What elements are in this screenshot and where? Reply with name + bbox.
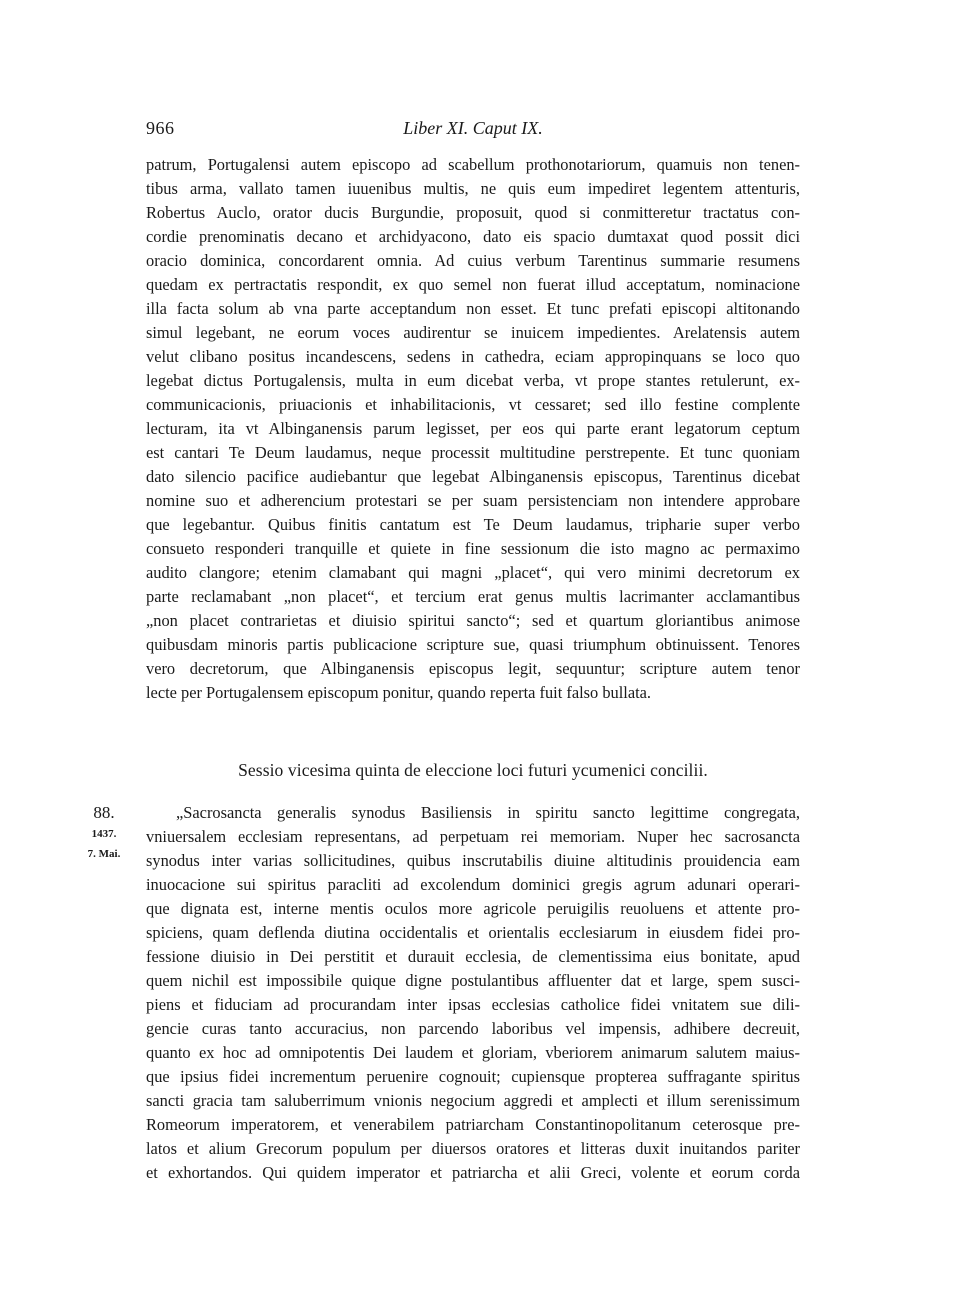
text-line: quem nichil est impossibile quique digne postulantibus affluenter dat et large, spem susci-	[146, 971, 800, 990]
text-line: quedam ex pertractatis respondit, ex quo semel non fuerat illud acceptatum, nominacione	[146, 275, 800, 294]
text-line: gencie curas tanto accuracius, non parcendo laboribus vel impensis, adhibere decreuit,	[146, 1019, 800, 1038]
text-line: oracio dominica, concordarent omnia. Ad cuius verbum Tarentinus summarie resumens	[146, 251, 800, 270]
text-line: quanto ex hoc ad omnipotentis Dei laudem et gloriam, vberiorem animarum salutem maius-	[146, 1043, 800, 1062]
text-line: Romeorum imperatorem, et venerabilem patriarcham Constantinopolitanum ceterosque pre-	[146, 1115, 800, 1134]
text-line: sancti gracia tam saluberrimum vnionis negocium aggredi et amplecti et illum serenissimum	[146, 1091, 800, 1110]
text-line: legebat dictus Portugalensis, multa in eum dicebat verba, vt prope stantes retulerunt, ex-	[146, 371, 800, 390]
text-line: communicacionis, priuacionis et inhabilitacionis, vt cessaret; sed illo festine complente	[146, 395, 800, 414]
text-line: vero decretorum, que Albinganensis episcopus legit, sequuntur; scripture autem tenor	[146, 659, 800, 678]
paragraph-continued	[146, 153, 800, 705]
text-line: cordie prenominatis decano et archidyacono, dato eis spacio dumtaxat quod possit dici	[146, 227, 800, 246]
text-line: piens et fiduciam ad procurandam inter ipsas ecclesias catholice fidei vnitatem sue dili-	[146, 995, 800, 1014]
text-line: Robertus Auclo, orator ducis Burgundie, proposuit, quod si conmitteretur tractatus con-	[146, 203, 800, 222]
text-line: nomine suo et adherencium protestari se per suam persistenciam non intendere approbare	[146, 491, 800, 510]
page-number: 966	[146, 118, 175, 138]
text-line: illa facta solum ab vna parte acceptandum non esset. Et tunc prefati episcopi altitonando	[146, 299, 800, 318]
text-line: que legebantur. Quibus finitis cantatum est Te Deum laudamus, tripharie super verbo	[146, 515, 800, 534]
text-line: patrum, Portugalensi autem episcopo ad scabellum prothonotariorum, quamuis non tenen-	[146, 155, 800, 174]
text-line: lecte per Portugalensem episcopum ponitur, quando reperta fuit falso bullata.	[146, 683, 652, 702]
text-line: „Sacrosancta generalis synodus Basiliensis in spiritu sancto legittime congregata,	[176, 803, 800, 822]
text-line: simul legebant, ne eorum voces audirentur se inuicem impedientes. Arelatensis autem	[146, 323, 800, 342]
text-line: que dignata est, interne mentis oculos more agricole peruigilis reuoluens et attente pro-	[146, 899, 800, 918]
text-line: que ipsius fidei incrementum peruenire cognouit; cupiensque propterea suffragante spiritus	[146, 1067, 800, 1086]
margin-section-number: 88.	[93, 803, 115, 822]
text-line: velut clibano positus incandescens, sedens in cathedra, eciam appropinquans se loco quo	[146, 347, 800, 366]
running-title: Liber XI. Caput IX.	[403, 118, 543, 138]
running-head	[146, 118, 800, 142]
text-line: „non placet contrarietas et diuisio spiritui sancto“; sed et quartum gloriantibus animose	[146, 611, 800, 630]
text-line: fessione diuisio in Dei perstitit et durauit ecclesia, de clementissima eius bonitate, apud	[146, 947, 800, 966]
text-line: tibus arma, vallato tamen iuuenibus multis, ne quis eum impediret legentem attenturis,	[146, 179, 800, 198]
text-line: consueto responderi tranquille et quiete in fine sessionum die isto magno ac permaximo	[146, 539, 800, 558]
text-line: lecturam, ita vt Albinganensis parum legisset, per eos qui parte erant legatorum ceptum	[146, 419, 800, 438]
text-line: latos et alium Grecorum populum per diuersos oratores et litteras duxit inuitandos pariter	[146, 1139, 800, 1158]
margin-date: 7. Mai.	[87, 848, 121, 860]
text-line: inuocacione sui spiritus paracliti ad excolendum dominici gregis agrum adunari operari-	[146, 875, 800, 894]
margin-year: 1437.	[91, 828, 117, 840]
paragraph-decree	[146, 801, 800, 1185]
text-line: audito clangore; etenim clamabant qui magni „placet“, qui vero minimi decretorum ex	[146, 563, 800, 582]
text-line: est cantari Te Deum laudamus, neque processit multitudine perstrepente. Et tunc quoniam	[146, 443, 800, 462]
text-line: spiciens, quam deflenda diutina occidentalis et orientalis ecclesiarum in eiusdem fidei pro-	[146, 923, 800, 942]
text-line: parte reclamabant „non placet“, et tercium erat genus multis lacrimanter acclamantibus	[146, 587, 800, 606]
section-heading: Sessio vicesima quinta de eleccione loci futuri ycumenici concilii.	[238, 760, 708, 780]
text-line: quibusdam minoris partis publicacione scripture sue, quasi triumphum obtinuissent. Tenores	[146, 635, 800, 654]
text-line: dato silencio pacifice audiebantur que legebat Albinganensis episcopus, Tarentinus dicebat	[146, 467, 800, 486]
text-line: vniuersalem ecclesiam representans, ad perpetuam rei memoriam. Nuper hec sacrosancta	[146, 827, 800, 846]
text-line: synodus inter varias sollicitudines, quibus inscrutabilis diuine altitudinis prouidencia eam	[146, 851, 800, 870]
text-line: et exhortandos. Qui quidem imperator et patriarcha et alii Greci, volente et eorum corda	[146, 1163, 800, 1182]
